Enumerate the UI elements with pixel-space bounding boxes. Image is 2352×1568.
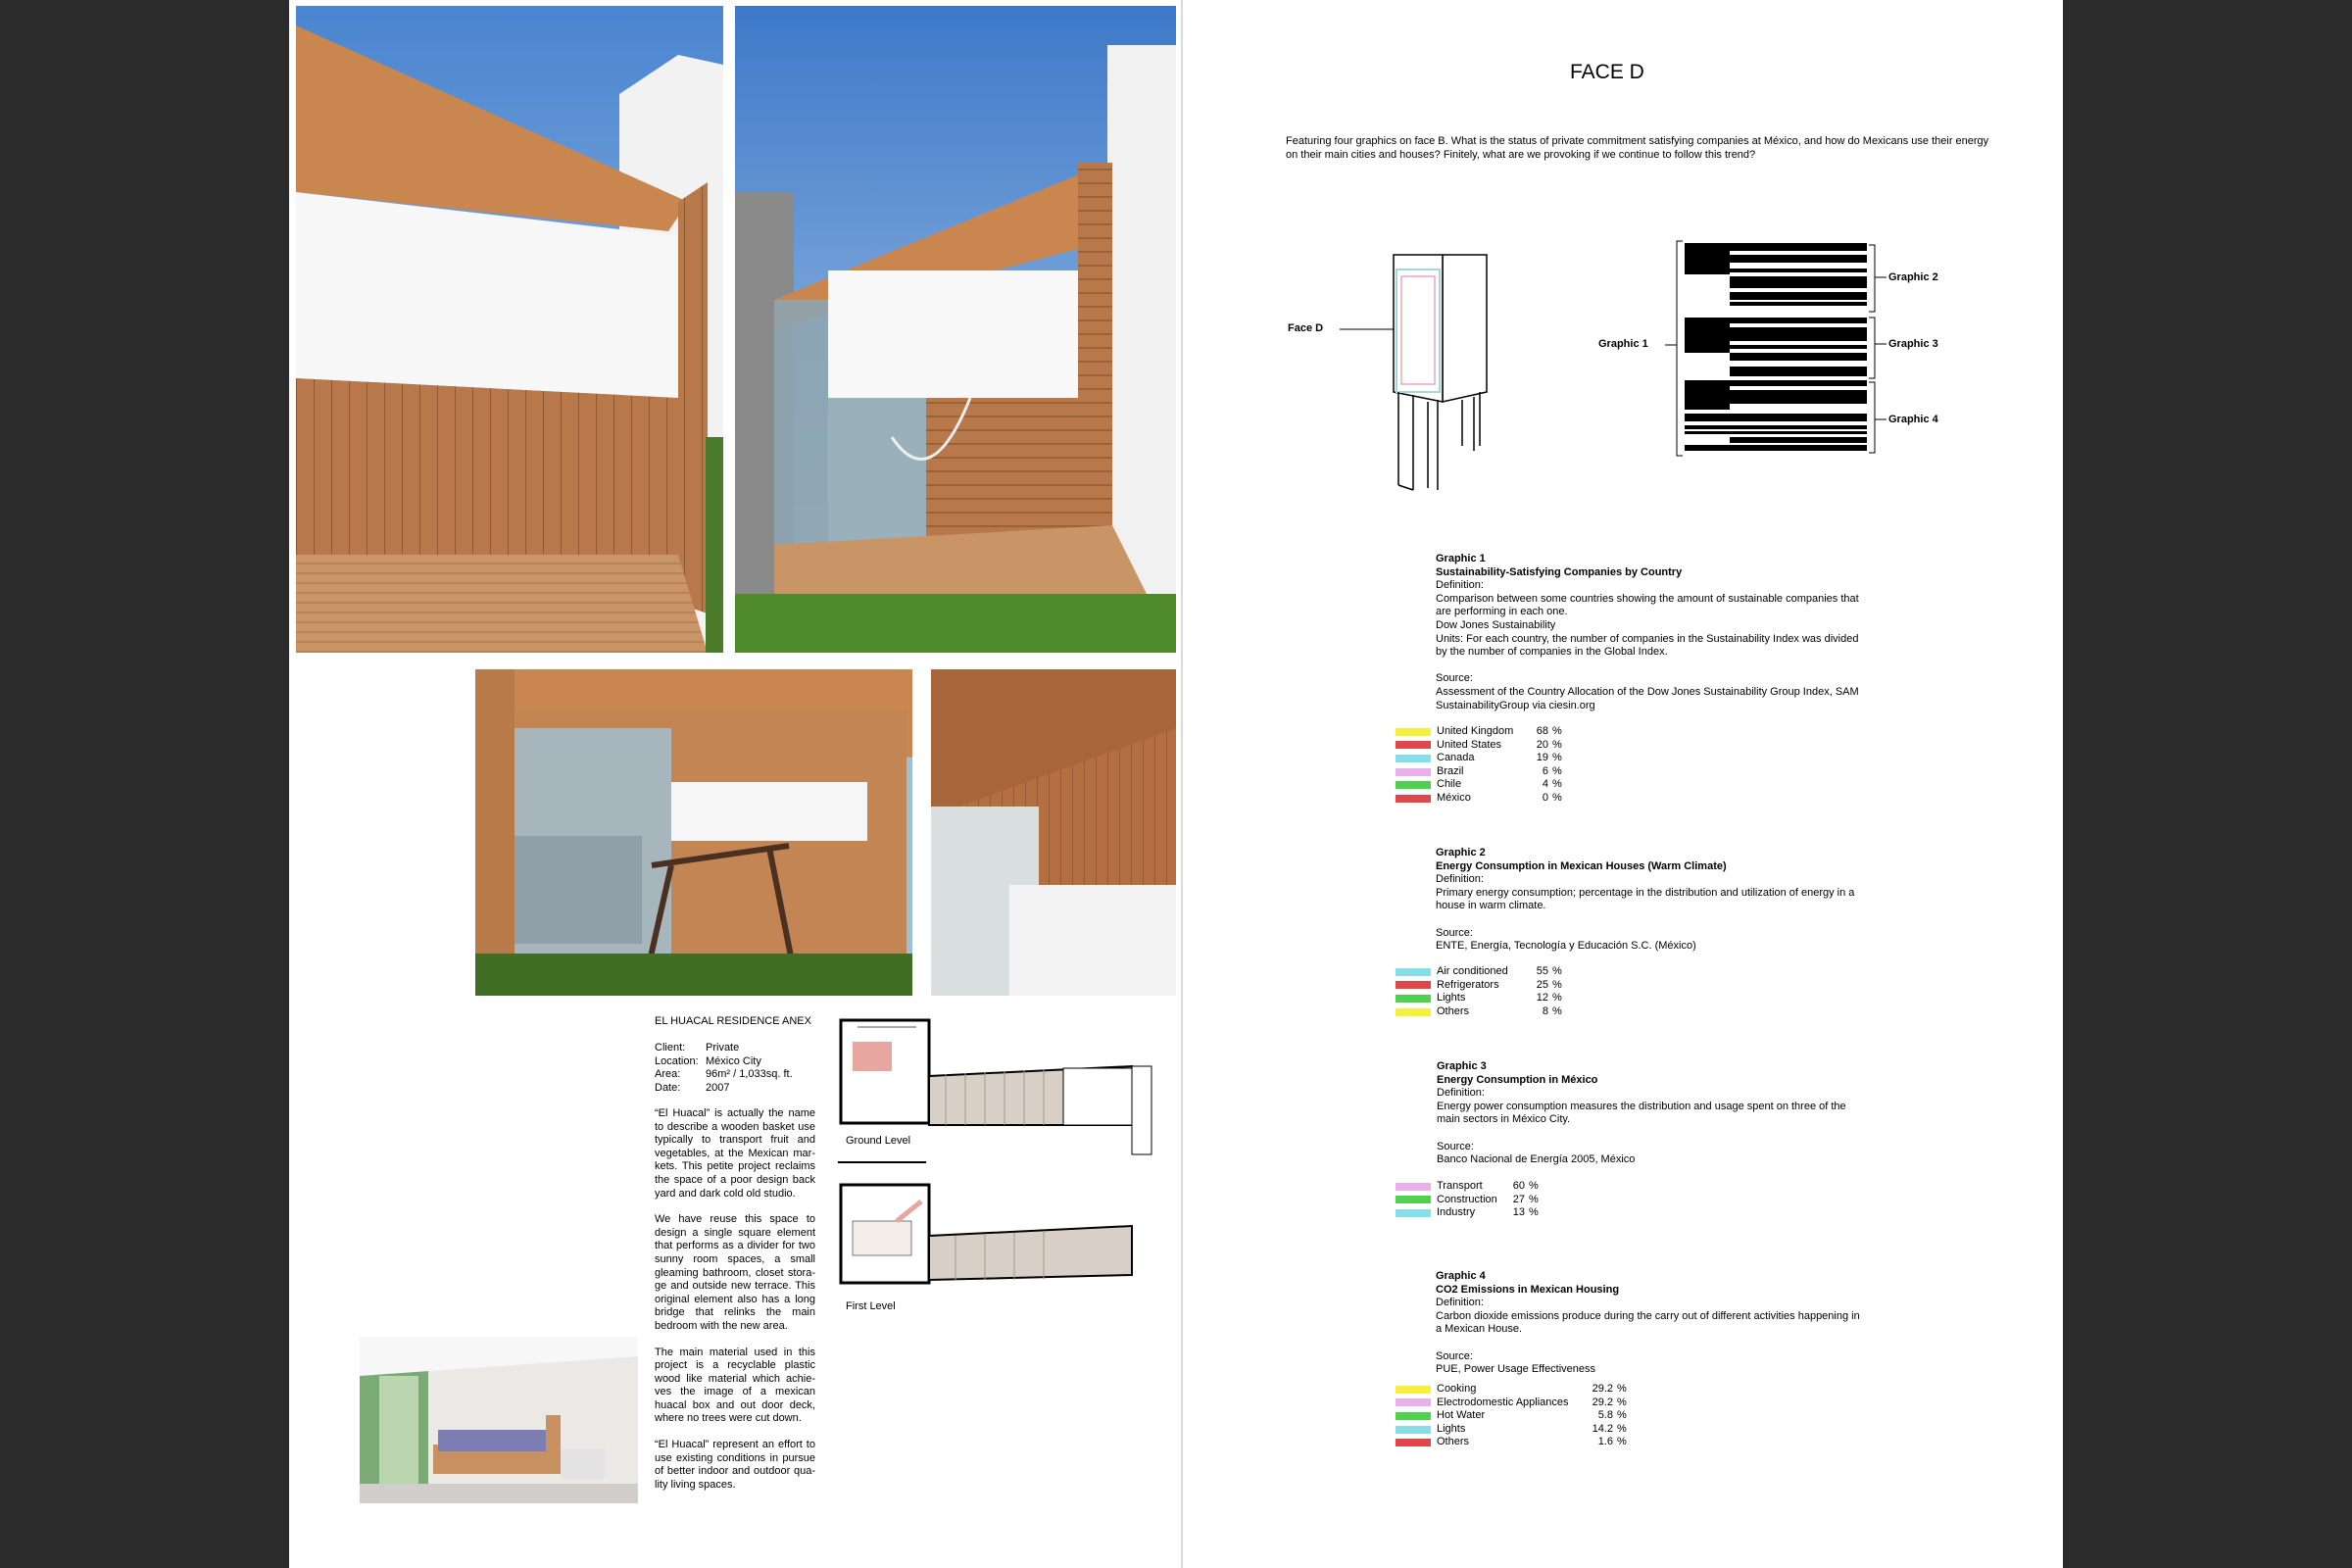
definition-line: Energy power consumption measures the distribution and usage spent on three of the — [1437, 1100, 1846, 1112]
legend-swatch — [1396, 995, 1431, 1003]
legend-value: 1.6 — [1597, 1436, 1613, 1448]
definition-line: main sectors in México City. — [1437, 1113, 1571, 1126]
face-d-label: Face D — [1288, 322, 1324, 334]
legend-value: 25 — [1536, 978, 1548, 991]
legend-value: 14.2 — [1592, 1422, 1613, 1435]
legend-row — [1396, 1206, 1827, 1220]
first-level-label: First Level — [846, 1300, 896, 1312]
legend-label: Hot Water — [1437, 1409, 1486, 1422]
definition-line: Primary energy consumption; percentage in the distribution and utilization of energy in a — [1436, 886, 1855, 899]
legend-value: 55 — [1536, 965, 1548, 977]
legend-label: Chile — [1437, 778, 1462, 791]
bedroom-photo — [360, 1337, 638, 1503]
legend-swatch — [1396, 741, 1431, 749]
legend-value: 19 — [1536, 752, 1548, 764]
percent-sign: % — [1529, 1193, 1539, 1205]
definition-label: Definition: — [1436, 579, 1484, 592]
legend-row — [1396, 1423, 1827, 1437]
legend-value: 27 — [1512, 1193, 1525, 1205]
legend-swatch — [1396, 1209, 1431, 1217]
definition-label: Definition: — [1437, 1087, 1485, 1100]
graphic-1-section — [1436, 553, 1867, 712]
percent-sign: % — [1552, 738, 1562, 751]
legend-swatch — [1396, 781, 1431, 789]
legend-row — [1396, 739, 1827, 753]
garden-photo — [475, 669, 912, 996]
legend-row — [1396, 792, 1827, 806]
graphic-heading: Graphic 1 — [1436, 553, 1486, 564]
legend-value: 12 — [1536, 992, 1548, 1004]
legend-swatch — [1396, 795, 1431, 803]
legend-label: Transport — [1437, 1180, 1483, 1192]
first-floor-plan — [838, 1182, 1176, 1290]
graphic-title: Energy Consumption in México — [1437, 1073, 1598, 1086]
project-info — [655, 1042, 851, 1095]
percent-sign: % — [1617, 1422, 1627, 1435]
percent-sign: % — [1529, 1180, 1539, 1192]
graphic-1-legend — [1396, 725, 1827, 806]
graphic-3-legend — [1396, 1180, 1827, 1220]
legend-row — [1396, 965, 1827, 979]
definition-line: house in warm climate. — [1436, 900, 1546, 912]
legend-swatch — [1396, 1196, 1431, 1203]
graphic-title: Energy Consumption in Mexican Houses (Warm Climate) — [1436, 859, 1727, 872]
source-label: Source: — [1436, 1349, 1473, 1362]
description-paragraph: The main material used in this project is a recyclable plastic wood like material which achie-ves the image of a mexican huacal box and out door deck, where no trees were cut down. — [655, 1346, 815, 1425]
legend-row — [1396, 765, 1827, 779]
description-paragraph: We have reuse this space to design a single square element that performs as a divider for two sunny room spaces, a small gleaming bathroom, closet stora-ge and outside new terrace. This original element also has a long bridge that relinks the main bedroom with the new area. — [655, 1213, 815, 1332]
definition-line: Units: For each country, the number of companies in the Sustainability Index was divided — [1436, 632, 1859, 645]
legend-label: Others — [1437, 1436, 1470, 1448]
source-label: Source: — [1436, 672, 1473, 685]
percent-sign: % — [1552, 992, 1562, 1004]
legend-row — [1396, 1409, 1827, 1423]
description-paragraph: “El Huacal” is actually the name to describe a wooden basket use typically to transport fruit and vegetables, at the Mexican mar-kets. This petite project reclaims the space of a poor design back yard and dark cold old studio. — [655, 1107, 815, 1200]
project-description — [655, 1107, 815, 1504]
bars-diagram — [1653, 235, 1908, 461]
graphic-3-section — [1437, 1060, 1868, 1167]
legend-value: 4 — [1542, 778, 1548, 791]
source-line: Banco Nacional de Energía 2005, México — [1437, 1153, 1636, 1166]
legend-swatch — [1396, 1412, 1431, 1420]
source-label: Source: — [1437, 1140, 1474, 1152]
legend-value: 20 — [1536, 738, 1548, 751]
legend-swatch — [1396, 1439, 1431, 1446]
percent-sign: % — [1617, 1436, 1627, 1448]
source-label: Source: — [1436, 926, 1473, 939]
percent-sign: % — [1552, 965, 1562, 977]
graphic-2-legend — [1396, 965, 1827, 1018]
definition-line: Dow Jones Sustainability — [1436, 618, 1556, 631]
intro-text: Featuring four graphics on face B. What is the status of private commitment satisfying companies at México, and how do Mexicans use their energy on their main cities and houses? Finitely, what are we provoking if we continue to follow this trend? — [1286, 135, 1989, 161]
legend-label: Canada — [1437, 752, 1475, 764]
legend-label: Electrodomestic Appliances — [1437, 1396, 1569, 1408]
legend-swatch — [1396, 1426, 1431, 1434]
legend-row — [1396, 778, 1827, 792]
legend-label: Lights — [1437, 1422, 1466, 1435]
legend-swatch — [1396, 968, 1431, 976]
graphic-4-label: Graphic 4 — [1888, 414, 1938, 425]
definition-line: by the number of companies in the Global Index. — [1436, 646, 1668, 659]
legend-row — [1396, 1383, 1827, 1396]
legend-row — [1396, 1436, 1827, 1449]
legend-value: 13 — [1512, 1206, 1525, 1219]
project-title: EL HUACAL RESIDENCE ANEX — [655, 1015, 811, 1027]
definition-line: a Mexican House. — [1436, 1323, 1523, 1336]
graphic-heading: Graphic 3 — [1437, 1060, 1487, 1072]
legend-value: 6 — [1542, 764, 1548, 777]
info-row: Date: 2007 — [655, 1081, 730, 1094]
legend-swatch — [1396, 1398, 1431, 1406]
legend-swatch — [1396, 1008, 1431, 1016]
left-page — [289, 0, 1181, 1568]
legend-row — [1396, 1180, 1827, 1194]
terrace-photo — [931, 669, 1176, 996]
info-row: Client: Private — [655, 1042, 740, 1054]
graphic-1-label: Graphic 1 — [1598, 338, 1648, 350]
percent-sign: % — [1552, 725, 1562, 737]
facade-photo-1 — [296, 6, 723, 653]
percent-sign: % — [1552, 978, 1562, 991]
percent-sign: % — [1617, 1396, 1627, 1408]
legend-row — [1396, 1194, 1827, 1207]
legend-row — [1396, 992, 1827, 1005]
graphic-title: CO2 Emissions in Mexican Housing — [1436, 1283, 1620, 1296]
definition-label: Definition: — [1436, 1297, 1484, 1309]
graphic-2-label: Graphic 2 — [1888, 271, 1938, 283]
legend-value: 60 — [1512, 1180, 1525, 1192]
legend-label: México — [1437, 791, 1471, 804]
graphic-4-legend — [1396, 1383, 1827, 1449]
legend-label: Air conditioned — [1437, 965, 1508, 977]
source-line: Assessment of the Country Allocation of the Dow Jones Sustainability Group Index, SAM — [1436, 685, 1859, 698]
percent-sign: % — [1552, 791, 1562, 804]
percent-sign: % — [1552, 1004, 1562, 1017]
legend-label: Refrigerators — [1437, 978, 1499, 991]
legend-swatch — [1396, 1183, 1431, 1191]
legend-row — [1396, 725, 1827, 739]
legend-value: 29.2 — [1592, 1383, 1613, 1395]
graphic-heading: Graphic 4 — [1436, 1270, 1486, 1282]
legend-label: Others — [1437, 1004, 1470, 1017]
info-row: Area: 96m² / 1,033sq. ft. — [655, 1068, 793, 1081]
graphic-heading: Graphic 2 — [1436, 847, 1486, 858]
legend-row — [1396, 1396, 1827, 1410]
percent-sign: % — [1552, 778, 1562, 791]
graphic-3-label: Graphic 3 — [1888, 338, 1938, 350]
source-line: ENTE, Energía, Tecnología y Educación S.C. (México) — [1436, 940, 1696, 953]
legend-value: 29.2 — [1592, 1396, 1613, 1408]
cube-diagram — [1286, 245, 1531, 500]
legend-label: United States — [1437, 738, 1502, 751]
definition-line: are performing in each one. — [1436, 606, 1568, 618]
percent-sign: % — [1617, 1383, 1627, 1395]
percent-sign: % — [1552, 764, 1562, 777]
source-line: PUE, Power Usage Effectiveness — [1436, 1363, 1596, 1376]
legend-label: Construction — [1437, 1193, 1497, 1205]
legend-value: 8 — [1542, 1004, 1548, 1017]
definition-line: Carbon dioxide emissions produce during the carry out of different activities happening in — [1436, 1309, 1860, 1322]
graphic-4-section — [1436, 1270, 1867, 1377]
legend-swatch — [1396, 981, 1431, 989]
legend-label: Cooking — [1437, 1383, 1477, 1395]
legend-label: Lights — [1437, 992, 1466, 1004]
graphic-title: Sustainability-Satisfying Companies by Country — [1436, 565, 1683, 578]
legend-value: 0 — [1542, 791, 1548, 804]
source-line: SustainabilityGroup via ciesin.org — [1436, 699, 1595, 711]
legend-row — [1396, 979, 1827, 993]
legend-label: Brazil — [1437, 764, 1464, 777]
info-row: Location: México City — [655, 1054, 761, 1067]
legend-swatch — [1396, 728, 1431, 736]
right-page — [1183, 0, 2063, 1568]
description-paragraph: “El Huacal” represent an effort to use existing conditions in pursue of better indoor and outdoor qua-lity living spaces. — [655, 1439, 815, 1491]
ground-level-label: Ground Level — [846, 1135, 911, 1147]
facade-photo-2 — [735, 6, 1176, 653]
legend-swatch — [1396, 768, 1431, 776]
percent-sign: % — [1529, 1206, 1539, 1219]
definition-label: Definition: — [1436, 873, 1484, 886]
percent-sign: % — [1617, 1409, 1627, 1422]
page-title: FACE D — [1570, 61, 1644, 83]
legend-label: Industry — [1437, 1206, 1476, 1219]
legend-swatch — [1396, 755, 1431, 762]
legend-swatch — [1396, 1386, 1431, 1394]
legend-label: United Kingdom — [1437, 725, 1514, 737]
legend-row — [1396, 1005, 1827, 1019]
legend-row — [1396, 752, 1827, 765]
definition-line: Comparison between some countries showing the amount of sustainable companies that — [1436, 592, 1859, 605]
graphic-2-section — [1436, 847, 1867, 954]
legend-value: 68 — [1536, 725, 1548, 737]
legend-value: 5.8 — [1597, 1409, 1613, 1422]
percent-sign: % — [1552, 752, 1562, 764]
